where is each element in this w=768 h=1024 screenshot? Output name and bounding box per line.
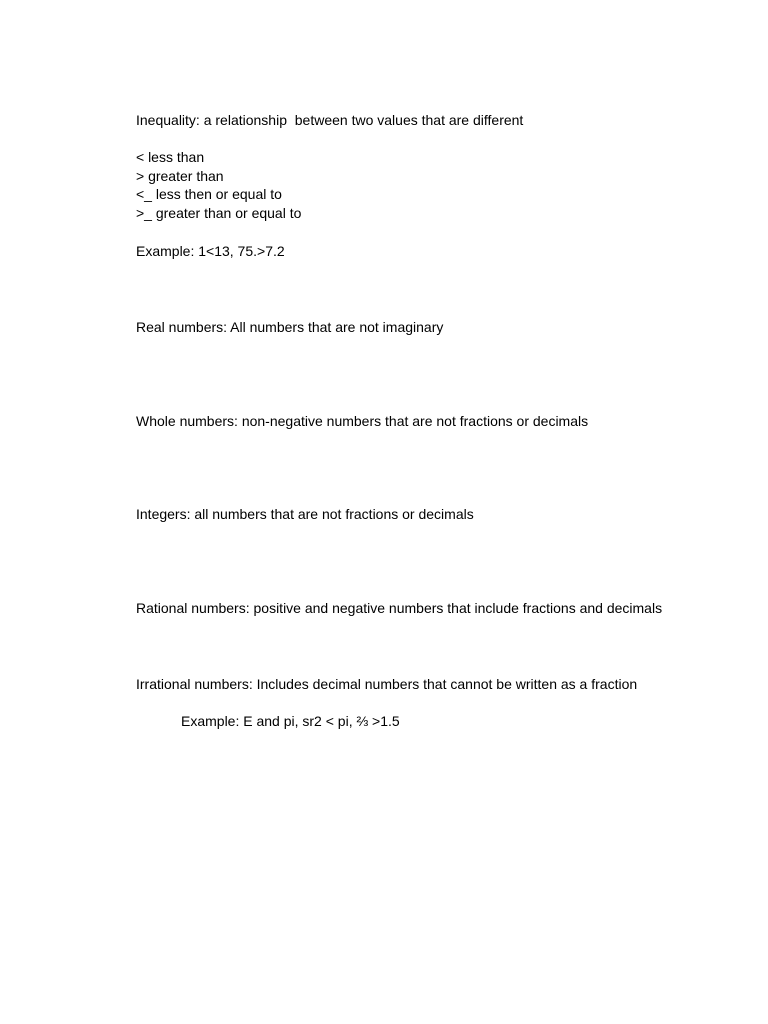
inequality-example: Example: 1<13, 75.>7.2 <box>136 243 285 259</box>
integers-definition: Integers: all numbers that are not fractions or decimals <box>136 506 474 522</box>
inequality-definition: Inequality: a relationship between two values that are different <box>136 112 524 128</box>
less-or-equal-symbol-line: <_ less then or equal to <box>136 186 282 202</box>
rational-numbers-definition: Rational numbers: positive and negative numbers that include fractions and decimals <box>136 600 663 616</box>
real-numbers-definition: Real numbers: All numbers that are not imaginary <box>136 319 444 335</box>
irrational-numbers-example: Example: E and pi, sr2 < pi, ⅔ >1.5 <box>181 713 400 729</box>
whole-numbers-definition: Whole numbers: non-negative numbers that are not fractions or decimals <box>136 413 589 429</box>
less-than-symbol-line: < less than <box>136 149 205 165</box>
greater-or-equal-symbol-line: >_ greater than or equal to <box>136 205 302 221</box>
irrational-numbers-definition: Irrational numbers: Includes decimal numbers that cannot be written as a fraction <box>136 676 638 692</box>
greater-than-symbol-line: > greater than <box>136 168 224 184</box>
